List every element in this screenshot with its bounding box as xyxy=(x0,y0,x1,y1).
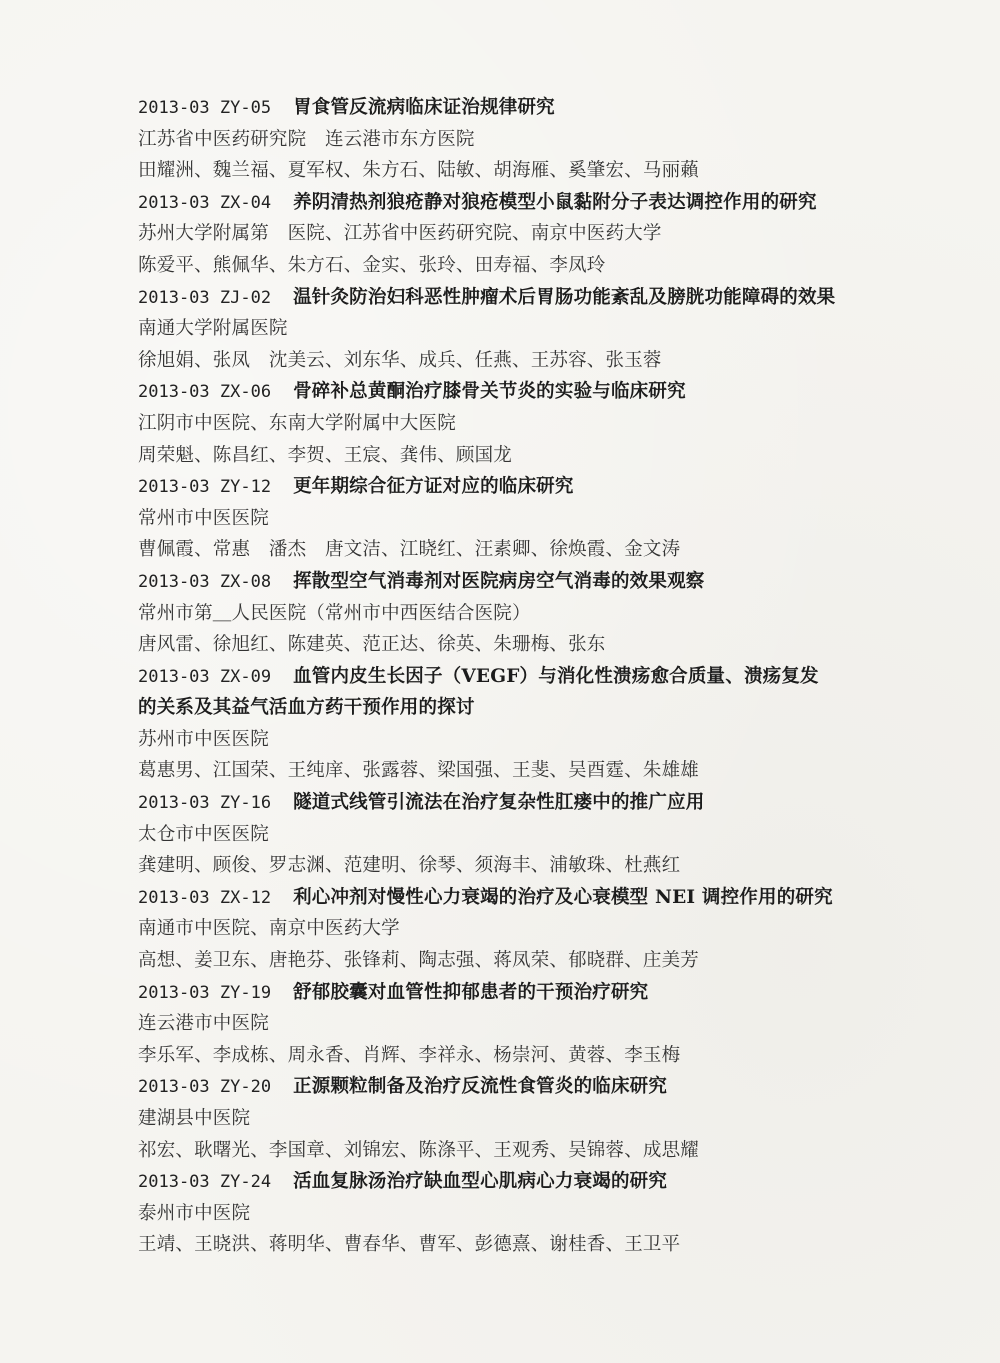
project-code: 2013-03 ZX-04 xyxy=(138,192,272,213)
project-code: 2013-03 ZY-19 xyxy=(138,982,272,1003)
entry-title-line xyxy=(138,977,878,1009)
award-entry xyxy=(138,1166,878,1261)
award-entry xyxy=(138,1071,878,1166)
project-code: 2013-03 ZX-12 xyxy=(138,887,272,908)
award-entry xyxy=(138,187,878,282)
project-title: 挥散型空气消毒剂对医院病房空气消毒的效果观察 xyxy=(293,570,705,592)
award-entry xyxy=(138,471,878,566)
authors: 高想、姜卫东、唐艳芬、张锋莉、陶志强、蒋凤荣、郁晓群、庄美芳 xyxy=(138,950,700,972)
project-title: 正源颗粒制备及治疗反流性食管炎的临床研究 xyxy=(293,1076,668,1098)
project-code: 2013-03 ZY-16 xyxy=(138,793,272,814)
entry-title-line xyxy=(138,187,878,219)
institution: 常州市中医医院 xyxy=(138,507,269,529)
entry-title-line xyxy=(138,282,878,314)
project-code: 2013-03 ZX-06 xyxy=(138,382,272,403)
award-list xyxy=(138,92,878,1261)
award-entry xyxy=(138,92,878,187)
project-title: 舒郁胶囊对血管性抑郁患者的干预治疗研究 xyxy=(293,981,649,1003)
project-code: 2013-03 ZY-05 xyxy=(138,98,272,118)
institution: 江阴市中医院、东南大学附属中大医院 xyxy=(138,412,456,434)
institution: 太仓市中医医院 xyxy=(138,823,269,845)
entry-title-line xyxy=(138,661,878,693)
project-title-continued: 的关系及其益气活血方药干预作用的探讨 xyxy=(138,697,475,719)
project-title: 养阴清热剂狼疮静对狼疮模型小鼠黏附分子表达调控作用的研究 xyxy=(293,191,817,213)
institution: 苏州市中医医院 xyxy=(138,728,269,750)
authors: 李乐军、李成栋、周永香、肖辉、李祥永、杨崇河、黄蓉、李玉梅 xyxy=(138,1044,681,1066)
authors: 祁宏、耿曙光、李国章、刘锦宏、陈涤平、王观秀、吴锦蓉、成思耀 xyxy=(138,1139,700,1161)
project-code: 2013-03 ZJ-02 xyxy=(138,287,272,308)
project-title: 利心冲剂对慢性心力衰竭的治疗及心衰模型 NEI 调控作用的研究 xyxy=(293,886,833,908)
authors: 田耀洲、魏兰福、夏军权、朱方石、陆敏、胡海雁、奚肇宏、马丽藾 xyxy=(138,160,700,182)
project-title: 温针灸防治妇科恶性肿瘤术后胃肠功能紊乱及膀胱功能障碍的效果 xyxy=(293,286,836,308)
institution: 建湖县中医院 xyxy=(138,1108,251,1129)
award-entry xyxy=(138,566,878,661)
authors: 曹佩霞、常惠 潘杰 唐文洁、江晓红、汪素卿、徐焕霞、金文涛 xyxy=(138,539,681,561)
project-code: 2013-03 ZX-08 xyxy=(138,571,272,592)
authors: 葛惠男、江国荣、王纯庠、张露蓉、梁国强、王斐、吴酉霆、朱雄雄 xyxy=(138,760,700,782)
authors: 周荣魁、陈昌红、李贺、王宸、龚伟、顾国龙 xyxy=(138,444,513,466)
award-entry xyxy=(138,977,878,1072)
award-entry xyxy=(138,787,878,882)
award-entry xyxy=(138,282,878,377)
authors: 陈爱平、熊佩华、朱方石、金实、张玲、田寿福、李凤玲 xyxy=(138,254,606,276)
entry-title-line xyxy=(138,92,878,124)
authors: 唐风雷、徐旭红、陈建英、范正达、徐英、朱珊梅、张东 xyxy=(138,634,606,656)
award-entry xyxy=(138,661,878,787)
entry-title-line xyxy=(138,566,878,598)
project-code: 2013-03 ZY-24 xyxy=(138,1172,272,1193)
institution: 江苏省中医药研究院 连云港市东方医院 xyxy=(138,128,475,150)
institution: 南通市中医院、南京中医药大学 xyxy=(138,918,400,940)
project-title: 更年期综合征方证对应的临床研究 xyxy=(293,476,574,498)
institution: 泰州市中医院 xyxy=(138,1202,251,1224)
project-title: 活血复脉汤治疗缺血型心肌病心力衰竭的研究 xyxy=(293,1171,668,1193)
award-entry xyxy=(138,376,878,471)
project-title: 血管内皮生长因子（VEGF）与消化性溃疡愈合质量、溃疡复发 xyxy=(293,665,819,687)
entry-title-line xyxy=(138,1166,878,1198)
institution: 南通大学附属医院 xyxy=(138,318,288,340)
entry-title-line xyxy=(138,1071,878,1103)
award-entry xyxy=(138,882,878,977)
entry-title-line xyxy=(138,882,878,914)
project-title: 胃食管反流病临床证治规律研究 xyxy=(293,97,555,118)
project-title: 隧道式线管引流法在治疗复杂性肛瘘中的推广应用 xyxy=(293,792,705,814)
authors: 王靖、王晓洪、蒋明华、曹春华、曹军、彭德熹、谢桂香、王卫平 xyxy=(138,1234,681,1256)
project-title: 骨碎补总黄酮治疗膝骨关节炎的实验与临床研究 xyxy=(293,381,686,403)
project-code: 2013-03 ZY-12 xyxy=(138,477,272,498)
authors: 徐旭娟、张凤 沈美云、刘东华、成兵、任燕、王苏容、张玉蓉 xyxy=(138,349,662,371)
institution: 苏州大学附属第 医院、江苏省中医药研究院、南京中医药大学 xyxy=(138,223,662,245)
institution: 连云港市中医院 xyxy=(138,1013,269,1035)
entry-title-line xyxy=(138,376,878,408)
project-code: 2013-03 ZX-09 xyxy=(138,666,272,687)
project-code: 2013-03 ZY-20 xyxy=(138,1077,272,1098)
authors: 龚建明、顾俊、罗志渊、范建明、徐琴、须海丰、浦敏珠、杜燕红 xyxy=(138,855,681,877)
entry-title-line xyxy=(138,787,878,819)
institution: 常州市第＿人民医院（常州市中西医结合医院） xyxy=(138,602,531,624)
entry-title-line xyxy=(138,471,878,503)
